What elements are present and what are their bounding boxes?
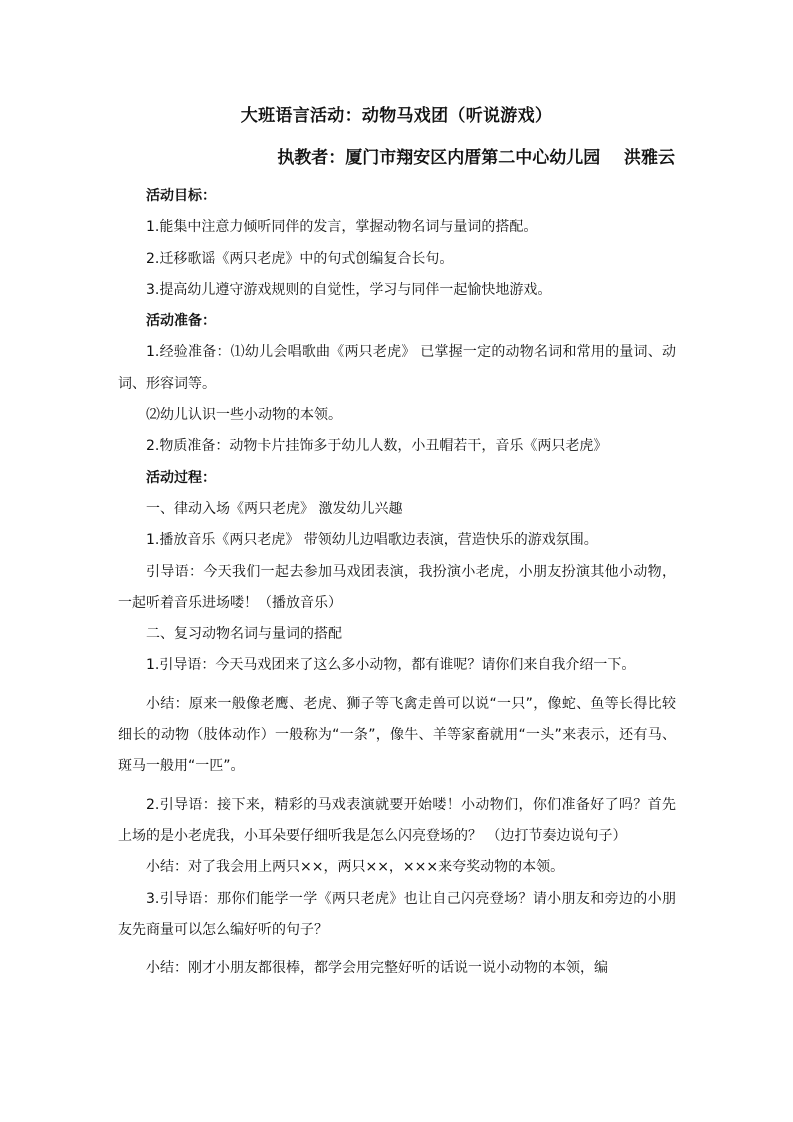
- paragraph: 1.经验准备：⑴幼儿会唱歌曲《两只老虎》 已掌握一定的动物名词和常用的量词、动词、形容词等。: [118, 344, 676, 392]
- paragraph: 一、律动入场《两只老虎》 激发幼儿兴趣: [146, 500, 403, 517]
- paragraph: 2.引导语：接下来，精彩的马戏表演就要开始喽！小动物们，你们准备好了吗？首先上场的是小老虎我，小耳朵要仔细听我是怎么闪亮登场的？ （边打节奏边说句子）: [118, 796, 676, 844]
- paragraph: 引导语：今天我们一起去参加马戏团表演，我扮演小老虎，小朋友扮演其他小动物，一起听着音乐进场喽！（播放音乐）: [118, 563, 676, 611]
- paragraph: 2.迁移歌谣《两只老虎》中的句式创编复合长句。: [146, 250, 454, 267]
- paragraph: 二、复习动物名词与量词的搭配: [146, 626, 342, 643]
- paragraph: 小结：刚才小朋友都很棒，都学会用完整好听的话说一说小动物的本领，编: [146, 960, 608, 977]
- paragraph: 小结：对了我会用上两只××，两只××，×××来夸奖动物的本领。: [146, 859, 565, 876]
- paragraph: 1.播放音乐《两只老虎》 带领幼儿边唱歌边表演，营造快乐的游戏氛围。: [146, 532, 598, 549]
- paragraph: 1.引导语：今天马戏团来了这么多小动物，都有谁呢？请你们来自我介绍一下。: [146, 657, 636, 674]
- section-heading-process: 活动过程：: [146, 469, 216, 486]
- paragraph: 2.物质准备：动物卡片挂饰多于幼儿人数，小丑帽若干，音乐《两只老虎》: [146, 438, 608, 455]
- paragraph: 3.引导语：那你们能学一学《两只老虎》也让自己闪亮登场？请小朋友和旁边的小朋友先商量可以怎么编好听的句子？: [118, 890, 676, 938]
- author-line: 执教者：厦门市翔安区内厝第二中心幼儿园 洪雅云: [277, 148, 675, 168]
- section-heading-preparation: 活动准备：: [146, 313, 216, 330]
- paragraph: 1.能集中注意力倾听同伴的发言，掌握动物名词与量词的搭配。: [146, 219, 538, 236]
- section-heading-goals: 活动目标：: [146, 188, 216, 204]
- paragraph: ⑵幼儿认识一些小动物的本领。: [146, 407, 342, 424]
- document-title: 大班语言活动：动物马戏团（听说游戏）: [240, 106, 553, 126]
- document-body: [118, 181, 676, 984]
- paragraph: 3.提高幼儿遵守游戏规则的自觉性，学习与同伴一起愉快地游戏。: [146, 281, 552, 298]
- paragraph: 小结：原来一般像老鹰、老虎、狮子等飞禽走兽可以说“一只”，像蛇、鱼等长得比较细长的动物（肢体动作）一般称为“一条”，像牛、羊等家畜就用“一头”来表示，还有马、斑马一般用“一匹”。: [118, 695, 676, 775]
